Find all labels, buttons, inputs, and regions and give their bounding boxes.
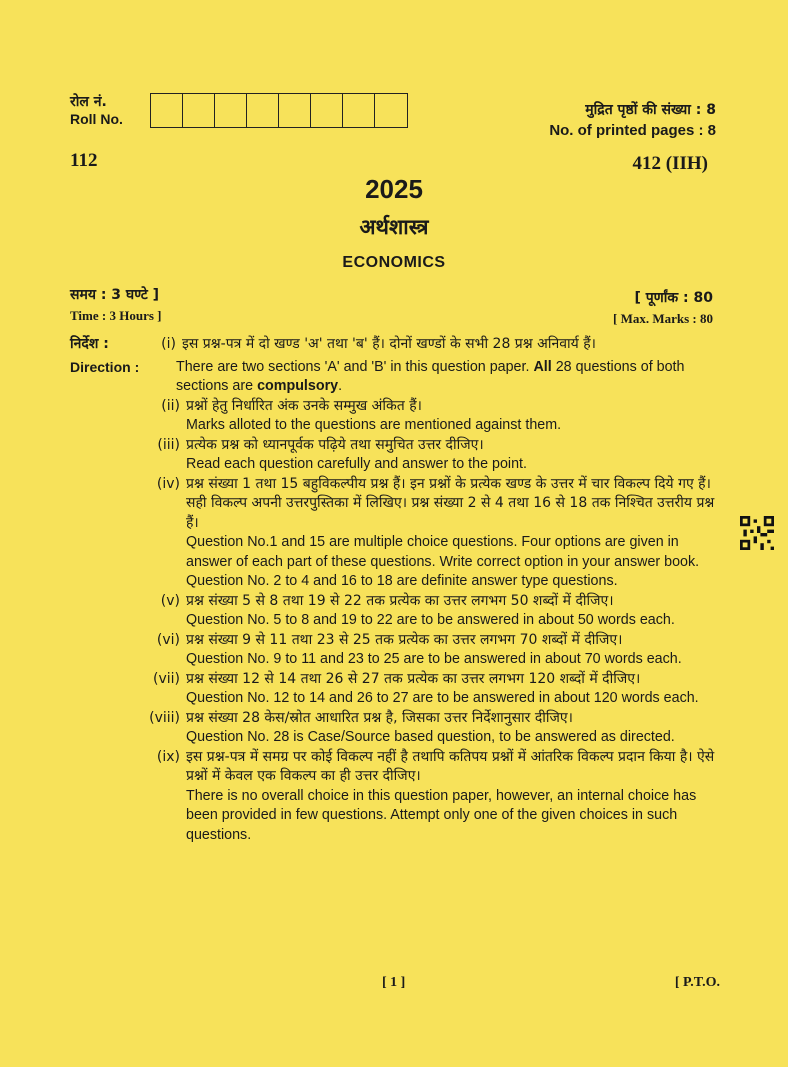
instruction-english: There is no overall choice in this question paper, however, an internal choice has been provided in few questions. Attempt only one of the given choices in such questions. <box>186 787 697 843</box>
roll-number-box[interactable] <box>151 94 183 127</box>
instruction-number: (vii) <box>153 670 180 687</box>
instruction-item <box>70 436 720 475</box>
roll-number-box[interactable] <box>183 94 215 127</box>
instruction-english: Question No. 12 to 14 and 26 to 27 are to be answered in about 120 words each. <box>186 690 699 706</box>
paper-code-right: 412 (IIH) <box>632 153 708 174</box>
instruction-number: (i) <box>161 336 176 352</box>
instruction-spacer <box>140 416 186 436</box>
exam-year: 2025 <box>365 174 423 204</box>
instruction-item <box>70 748 720 846</box>
instruction-number: (viii) <box>149 709 180 726</box>
max-marks-hindi: [ पूर्णांक : 80 <box>634 290 713 306</box>
instruction-number: (vi) <box>156 631 180 648</box>
instruction-item <box>70 475 720 592</box>
instruction-spacer <box>140 689 186 709</box>
instruction-hindi: प्रश्न संख्या 28 केस/स्रोत आधारित प्रश्न है, जिसका उत्तर निर्देशानुसार दीजिए। <box>186 709 573 726</box>
instruction-number: (ii) <box>161 397 180 414</box>
instruction-spacer <box>140 611 186 631</box>
instruction-hindi: इस प्रश्न-पत्र में दो खण्ड 'अ' तथा 'ब' हैं। दोनों खण्डों के सभी 28 प्रश्न अनिवार्य हैं। <box>182 336 596 352</box>
instruction-english-bold: All <box>533 358 552 375</box>
instruction-number: (ix) <box>156 748 180 765</box>
roll-number-box[interactable] <box>215 94 247 127</box>
instruction-english: Marks alloted to the questions are mentioned against them. <box>186 417 562 433</box>
instruction-english: Question No.1 and 15 are multiple choice questions. Four options are given in answer of each part of these questions. Write correct option in your answer book. Question No. 2 to 4 and 16 to 18 are definite answer type questions. <box>186 534 700 589</box>
instruction-english: Question No. 9 to 11 and 23 to 25 are to be answered in about 70 words each. <box>186 651 682 667</box>
instruction-hindi: प्रश्न संख्या 5 से 8 तथा 19 से 22 तक प्रत्येक का उत्तर लगभग 50 शब्दों में दीजिए। <box>186 592 614 609</box>
instruction-english: Read each question carefully and answer to the point. <box>186 456 527 472</box>
roll-number-box[interactable] <box>375 94 407 127</box>
direction-english-row <box>70 358 720 397</box>
roll-label-english: Roll No. <box>70 111 123 127</box>
instruction-spacer <box>140 728 186 748</box>
qr-code-icon <box>740 515 774 551</box>
page-number: [ 1 ] <box>382 975 406 990</box>
instruction-number: (iv) <box>156 475 180 492</box>
roll-number-boxes[interactable] <box>150 93 408 128</box>
instruction-hindi: प्रश्न संख्या 1 तथा 15 बहुविकल्पीय प्रश्न हैं। इन प्रश्नों के प्रत्येक खण्ड के उत्तर में चार विकल्प दिये गए हैं। सही विकल्प अपनी उत्तरपुस्तिका में लिखिए। प्रश्न संख्या 2 से 4 तथा 16 से 18 तक निश्चित उत्तरीय प्रश्न हैं। <box>186 475 715 531</box>
instruction-spacer <box>140 533 186 592</box>
instruction-english-bold: compulsory <box>257 378 339 394</box>
instruction-english: Question No. 5 to 8 and 19 to 22 are to be answered in about 50 words each. <box>186 612 675 628</box>
subject-title-english: ECONOMICS <box>342 254 446 271</box>
instruction-hindi: इस प्रश्न-पत्र में समग्र पर कोई विकल्प नहीं है तथापि कतिपय प्रश्नों में आंतरिक विकल्प प्रदान किया है। ऐसे प्रश्नों में केवल एक विकल्प का ही उत्तर दीजिए। <box>186 748 715 784</box>
instruction-hindi: प्रत्येक प्रश्न को ध्यानपूर्वक पढ़िये तथा समुचित उत्तर दीजिए। <box>186 436 484 453</box>
roll-label-hindi: रोल नं. <box>70 94 107 110</box>
direction-label-hindi: निर्देश : <box>70 336 109 352</box>
paper-code-left: 112 <box>70 150 98 171</box>
roll-number-box[interactable] <box>343 94 375 127</box>
roll-number-box[interactable] <box>311 94 343 127</box>
instruction-number: (v) <box>160 592 180 609</box>
instructions-block <box>70 335 720 845</box>
instruction-english <box>176 358 720 397</box>
please-turn-over: [ P.T.O. <box>674 975 720 990</box>
instruction-english-part: 28 questions of both sections are <box>176 358 685 394</box>
instruction-hindi: प्रश्न संख्या 12 से 14 तथा 26 से 27 तक प्रत्येक का उत्तर लगभग 120 शब्दों में दीजिए। <box>186 670 641 687</box>
instruction-item <box>70 592 720 631</box>
max-marks-english: [ Max. Marks : 80 <box>612 311 713 326</box>
instruction-number: (iii) <box>157 436 180 453</box>
instruction-english: Question No. 28 is Case/Source based question, to be answered as directed. <box>186 729 675 745</box>
instruction-item <box>70 709 720 748</box>
instruction-english-part: There are two sections 'A' and 'B' in this question paper. <box>176 358 534 375</box>
instruction-item <box>70 397 720 436</box>
instruction-english-part: . <box>338 378 343 394</box>
instruction-hindi: प्रश्नों हेतु निर्धारित अंक उनके सम्मुख अंकित हैं। <box>186 397 422 414</box>
printed-pages-english: No. of printed pages : 8 <box>549 122 716 139</box>
time-hindi: समय : 3 घण्टे ] <box>70 287 160 303</box>
subject-title-hindi: अर्थशास्त्र <box>359 215 429 239</box>
instruction-spacer <box>140 455 186 475</box>
direction-label-english: Direction : <box>70 358 140 375</box>
instruction-spacer <box>140 650 186 670</box>
instruction-hindi: प्रश्न संख्या 9 से 11 तथा 23 से 25 तक प्रत्येक का उत्तर लगभग 70 शब्दों में दीजिए। <box>186 631 623 648</box>
time-english: Time : 3 Hours ] <box>70 308 162 323</box>
roll-number-box[interactable] <box>279 94 311 127</box>
instruction-item <box>70 670 720 709</box>
roll-number-box[interactable] <box>247 94 279 127</box>
instruction-list <box>70 397 720 846</box>
instruction-spacer <box>140 787 186 846</box>
direction-hindi-row <box>70 335 720 355</box>
instruction-item <box>70 631 720 670</box>
printed-pages-hindi: मुद्रित पृष्ठों की संख्या : 8 <box>585 102 716 118</box>
